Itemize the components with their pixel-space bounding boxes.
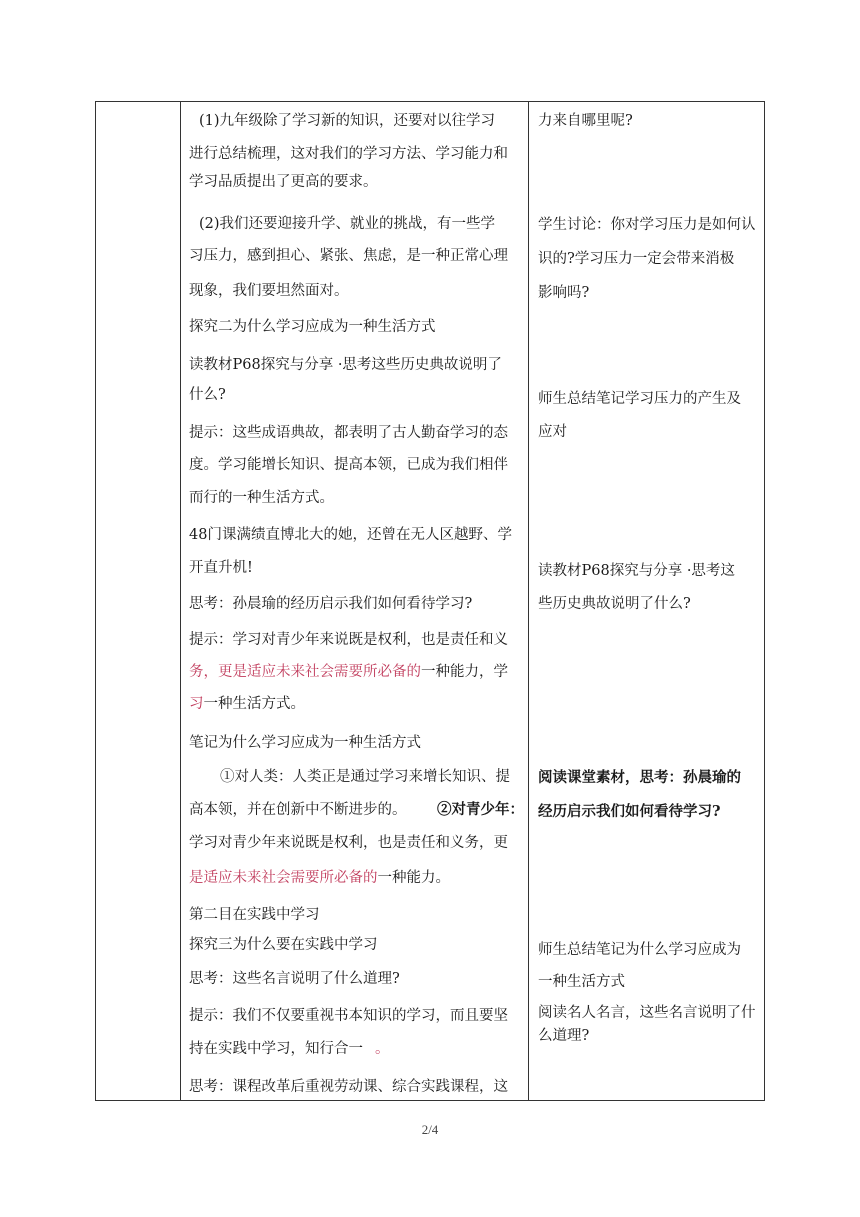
activity-line: 影响吗?: [538, 285, 590, 301]
activity-line: 么道理?: [538, 1028, 590, 1044]
note-subheading: ②对青少年：: [437, 801, 524, 818]
question-line: 读教材P68探究与分享 ·思考这些历史典故说明了: [189, 357, 502, 373]
activity-line: 读教材P68探究与分享 ·思考这: [538, 563, 735, 579]
activity-line: 识的?学习压力一定会带来消极: [538, 251, 735, 267]
paragraph-line: (1)九年级除了学习新的知识，还要对以往学习: [199, 113, 496, 129]
section-heading: 探究三为什么要在实践中学习: [189, 937, 378, 953]
note-line: ①对人类：人类正是通过学习来增长知识、提: [220, 769, 510, 785]
note-line: 学习对青少年来说既是权利，也是责任和义务，更: [189, 835, 508, 851]
activity-line: 师生总结笔记为什么学习应成为: [538, 942, 741, 958]
activity-line: 一种生活方式: [538, 974, 625, 990]
note-line: 高本领，并在创新中不断进步的。: [189, 802, 407, 818]
paragraph-line: (2)我们还要迎接升学、就业的挑战，有一些学: [199, 216, 496, 232]
paragraph-line: 进行总结梳理，这对我们的学习方法、学习能力和: [189, 146, 508, 162]
question-line: 思考：孙晨瑜的经历启示我们如何看待学习?: [189, 596, 473, 612]
note-title: 笔记为什么学习应成为一种生活方式: [189, 735, 421, 751]
section-heading: 第二目在实践中学习: [189, 907, 320, 923]
activity-line: 些历史典故说明了什么?: [538, 596, 691, 612]
activity-line: 学生讨论：你对学习压力是如何认: [538, 217, 756, 233]
activity-line: 力来自哪里呢?: [538, 113, 633, 129]
hint-line: 提示：学习对青少年来说既是权利，也是责任和义: [189, 632, 508, 648]
question-line: 思考：课程改革后重视劳动课、综合实践课程，这: [189, 1079, 508, 1095]
paragraph-line: 习压力，感到担心、紧张、焦虑，是一种正常心理: [189, 248, 508, 264]
column-divider: [180, 102, 181, 1100]
activity-line: 经历启示我们如何看待学习?: [538, 803, 721, 820]
section-heading: 探究二为什么学习应成为一种生活方式: [189, 319, 436, 335]
paragraph-line: 学习品质提出了更高的要求。: [189, 174, 378, 190]
question-line: 思考：这些名言说明了什么道理?: [189, 971, 400, 987]
highlight-text: 务，更是适应未来社会需要所必备的: [189, 664, 421, 680]
question-line: 什么?: [189, 387, 226, 403]
hint-line: 务，更是适应未来社会需要所必备的一种能力，学: [189, 664, 508, 680]
hint-line: 习一种生活方式。: [189, 696, 305, 712]
hint-line: 持在实践中学习，知行合一 。: [189, 1041, 390, 1057]
hint-line: 而行的一种生活方式。: [189, 490, 334, 506]
activity-line: 阅读课堂素材，思考：孙晨瑜的: [538, 769, 741, 786]
hint-line: 提示：我们不仅要重视书本知识的学习，而且要坚: [189, 1008, 508, 1024]
page-number: 2/4: [421, 1122, 439, 1137]
activity-line: 阅读名人名言，这些名言说明了什: [538, 1005, 756, 1021]
highlight-text: 习: [189, 696, 204, 712]
hint-line: 提示：这些成语典故，都表明了古人勤奋学习的态: [189, 425, 508, 441]
story-line: 48门课满绩直博北大的她，还曾在无人区越野、学: [189, 527, 512, 543]
activity-line: 应对: [538, 424, 567, 440]
story-line: 开直升机!: [189, 560, 253, 576]
note-line: 是适应未来社会需要所必备的一种能力。: [189, 870, 450, 886]
highlight-text: 是适应未来社会需要所必备的: [189, 870, 378, 886]
hint-line: 度。学习能增长知识、提高本领，已成为我们相伴: [189, 457, 508, 473]
paragraph-line: 现象，我们要坦然面对。: [189, 283, 349, 299]
activity-line: 师生总结笔记学习压力的产生及: [538, 391, 741, 407]
column-divider: [528, 102, 529, 1100]
